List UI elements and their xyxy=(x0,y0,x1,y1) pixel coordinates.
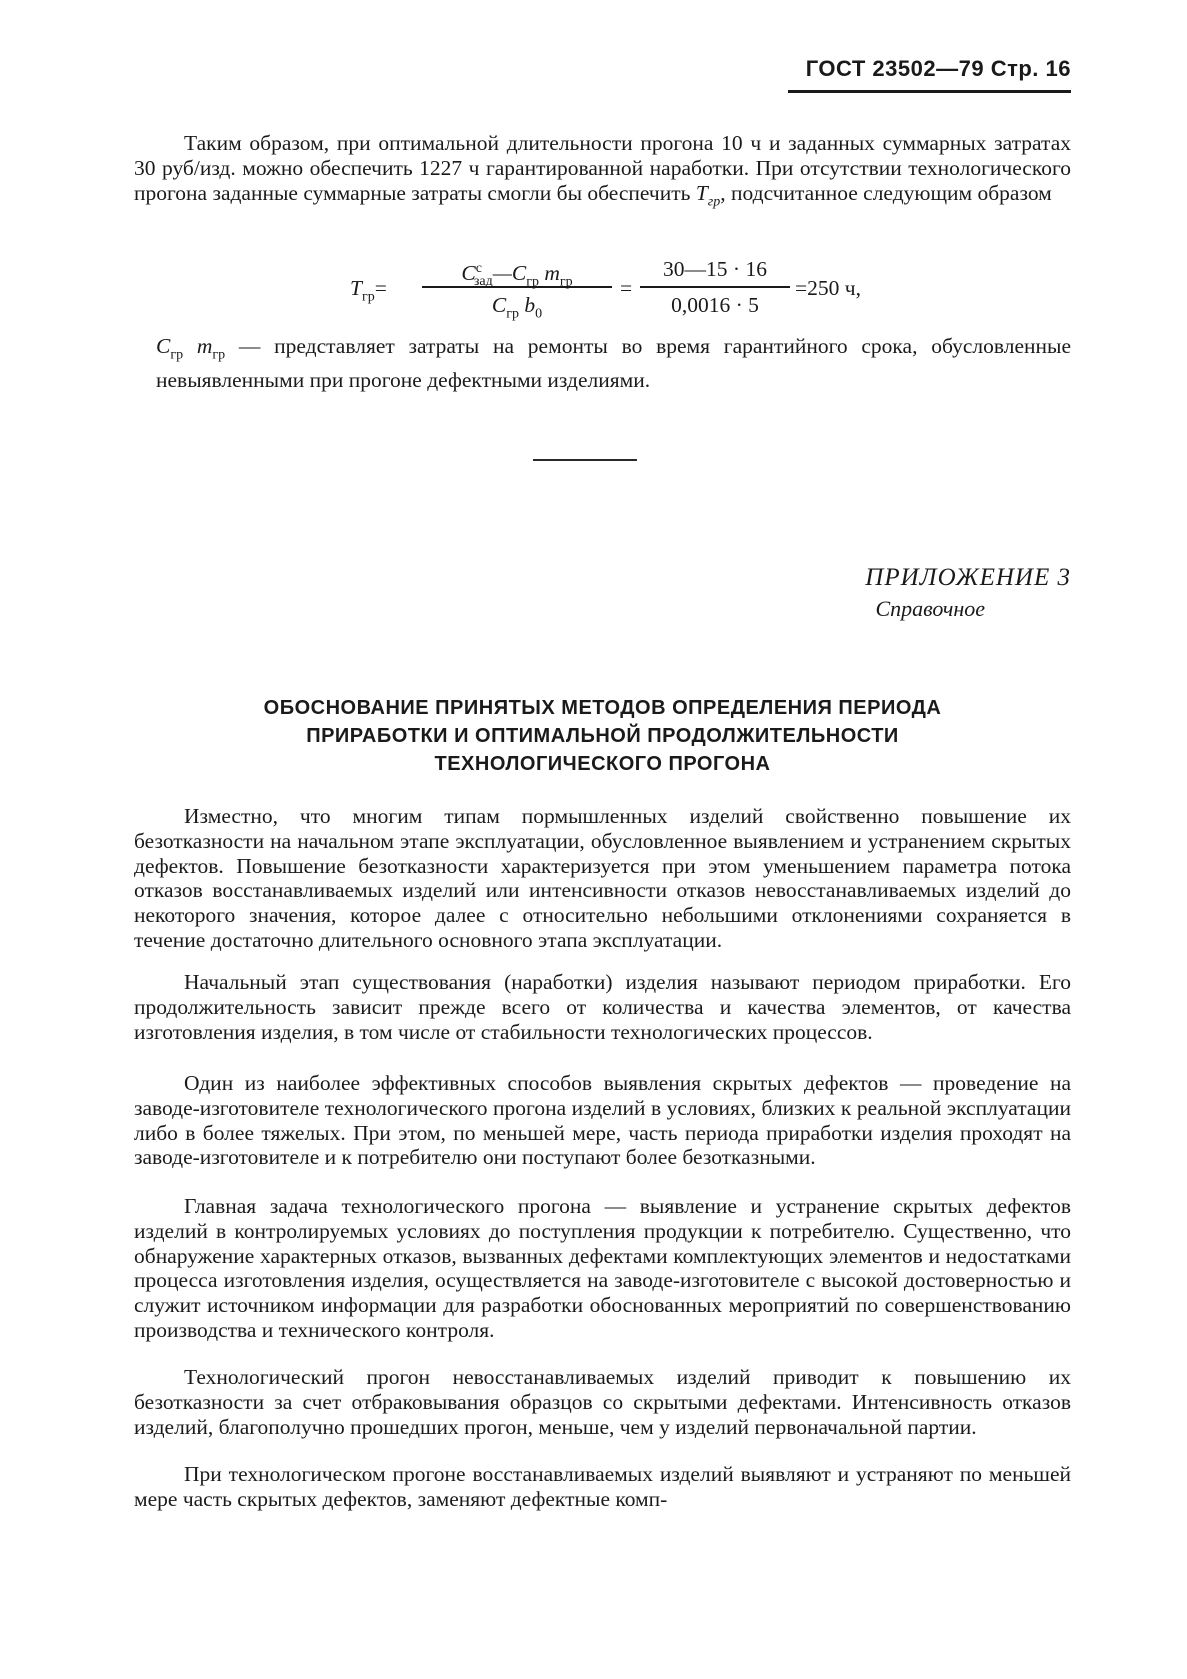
formula-fraction-symbolic xyxy=(422,254,612,320)
explanation-paragraph: $C_{гр}$ $m_{гр}$ — представляет затраты на ремонты во время гарантийного срока, обусловленные невыявленными при прогоне дефектными изделиями. xyxy=(156,334,1072,393)
section-title-line: ТЕХНОЛОГИЧЕСКОГО ПРОГОНА xyxy=(434,753,771,775)
appendix-subtitle: Справочное xyxy=(875,596,985,621)
intro-text: Таким образом, при оптимальной длительности прогона 10 ч и заданных суммарных затратах 30 руб/изд. можно обеспечить 1227 ч гарантированной наработки. При отсутствии технологического прогона заданные суммарные затраты смогли бы обеспечить xyxy=(134,131,1071,205)
formula-equals: = xyxy=(620,276,633,300)
body-paragraph-4: Главная задача технологического прогона — выявление и устранение скрытых дефектов изделий в контролируемых условиях до поступления продукции к потребителю. Существенно, что обнаружение характерных отказов, вызванных дефектами комплектующих элементов и недостатками процесса изготовления изделия, осуществляется на заводе-изготовителе с высокой достоверностью и служит источником информации для разработки обоснованных мероприятий по совершенствованию производства и технического контроля. xyxy=(134,1194,1071,1342)
section-title-line: ОБОСНОВАНИЕ ПРИНЯТЫХ МЕТОДОВ ОПРЕДЕЛЕНИЯ ПЕРИОДА xyxy=(263,697,942,719)
explanation-text: — представляет затраты на ремонты во время гарантийного срока, обусловленные невыявленными при прогоне дефектными изделиями. xyxy=(156,334,1072,393)
formula-result: =250 ч, xyxy=(795,276,861,300)
section-title xyxy=(134,694,1071,778)
formula-numerator-symbolic: $C^с_{зад}—C_{гр}$ $m_{гр}$ xyxy=(461,261,573,290)
formula-fraction-numeric xyxy=(640,254,790,320)
fraction-bar xyxy=(422,286,612,288)
formula-lhs: $T_{гр}=$ xyxy=(350,276,387,305)
intro-text-end: , подсчитанное следующим образом xyxy=(720,180,1052,205)
formula-numerator-numeric: 30—15 · 16 xyxy=(663,257,767,281)
formula-denominator-numeric: 0,0016 · 5 xyxy=(671,293,759,317)
section-divider xyxy=(533,459,637,461)
page-header: ГОСТ 23502—79 Стр. 16 xyxy=(805,56,1071,81)
t-symbol: $T_{гр}$ xyxy=(695,180,721,209)
formula-t-gr xyxy=(350,254,910,320)
header-rule xyxy=(788,90,1071,93)
body-paragraph-1: Изместно, что многим типам пормышленных изделий свойственно повышение их безотказности на начальном этапе эксплуатации, обусловленное выявлением и устранением скрытых дефектов. Повышение безотказности характеризуется при этом уменьшением параметра потока отказов восстанавливаемых изделий или интенсивности отказов невосстанавливаемых изделий до некоторого значения, которое далее с относительно небольшими отклонениями сохраняется в течение достаточно длительного основного этапа эксплуатации. xyxy=(134,804,1071,952)
body-paragraph-6: При технологическом прогоне восстанавливаемых изделий выявляют и устраняют по меньшей мере часть скрытых дефектов, заменяют дефектные комп- xyxy=(134,1462,1071,1511)
fraction-bar xyxy=(640,286,790,288)
appendix-title: ПРИЛОЖЕНИЕ 3 xyxy=(865,564,1071,591)
intro-paragraph xyxy=(134,131,1071,215)
section-title-line: ПРИРАБОТКИ И ОПТИМАЛЬНОЙ ПРОДОЛЖИТЕЛЬНОСТИ xyxy=(306,725,899,747)
body-paragraph-5: Технологический прогон невосстанавливаемых изделий приводит к повышению их безотказности за счет отбраковывания образцов со скрытыми дефектами. Интенсивность отказов изделий, благополучно прошедших прогон, меньше, чем у изделий первоначальной партии. xyxy=(134,1365,1071,1439)
body-paragraph-2: Начальный этап существования (наработки) изделия называют периодом приработки. Его продолжительность зависит прежде всего от количества и качества элементов, от качества изготовления изделия, в том числе от стабильности технологических процессов. xyxy=(134,970,1071,1044)
formula-denominator-symbolic: $C_{гр}$ $b_0$ xyxy=(491,293,543,322)
body-paragraph-3: Один из наиболее эффективных способов выявления скрытых дефектов — проведение на заводе-изготовителе технологического прогона изделий в условиях, близких к реальной эксплуатации либо в более тяжелых. При этом, по меньшей мере, часть периода приработки изделия проходят на заводе-изготовителе и к потребителю они поступают более безотказными. xyxy=(134,1071,1071,1170)
